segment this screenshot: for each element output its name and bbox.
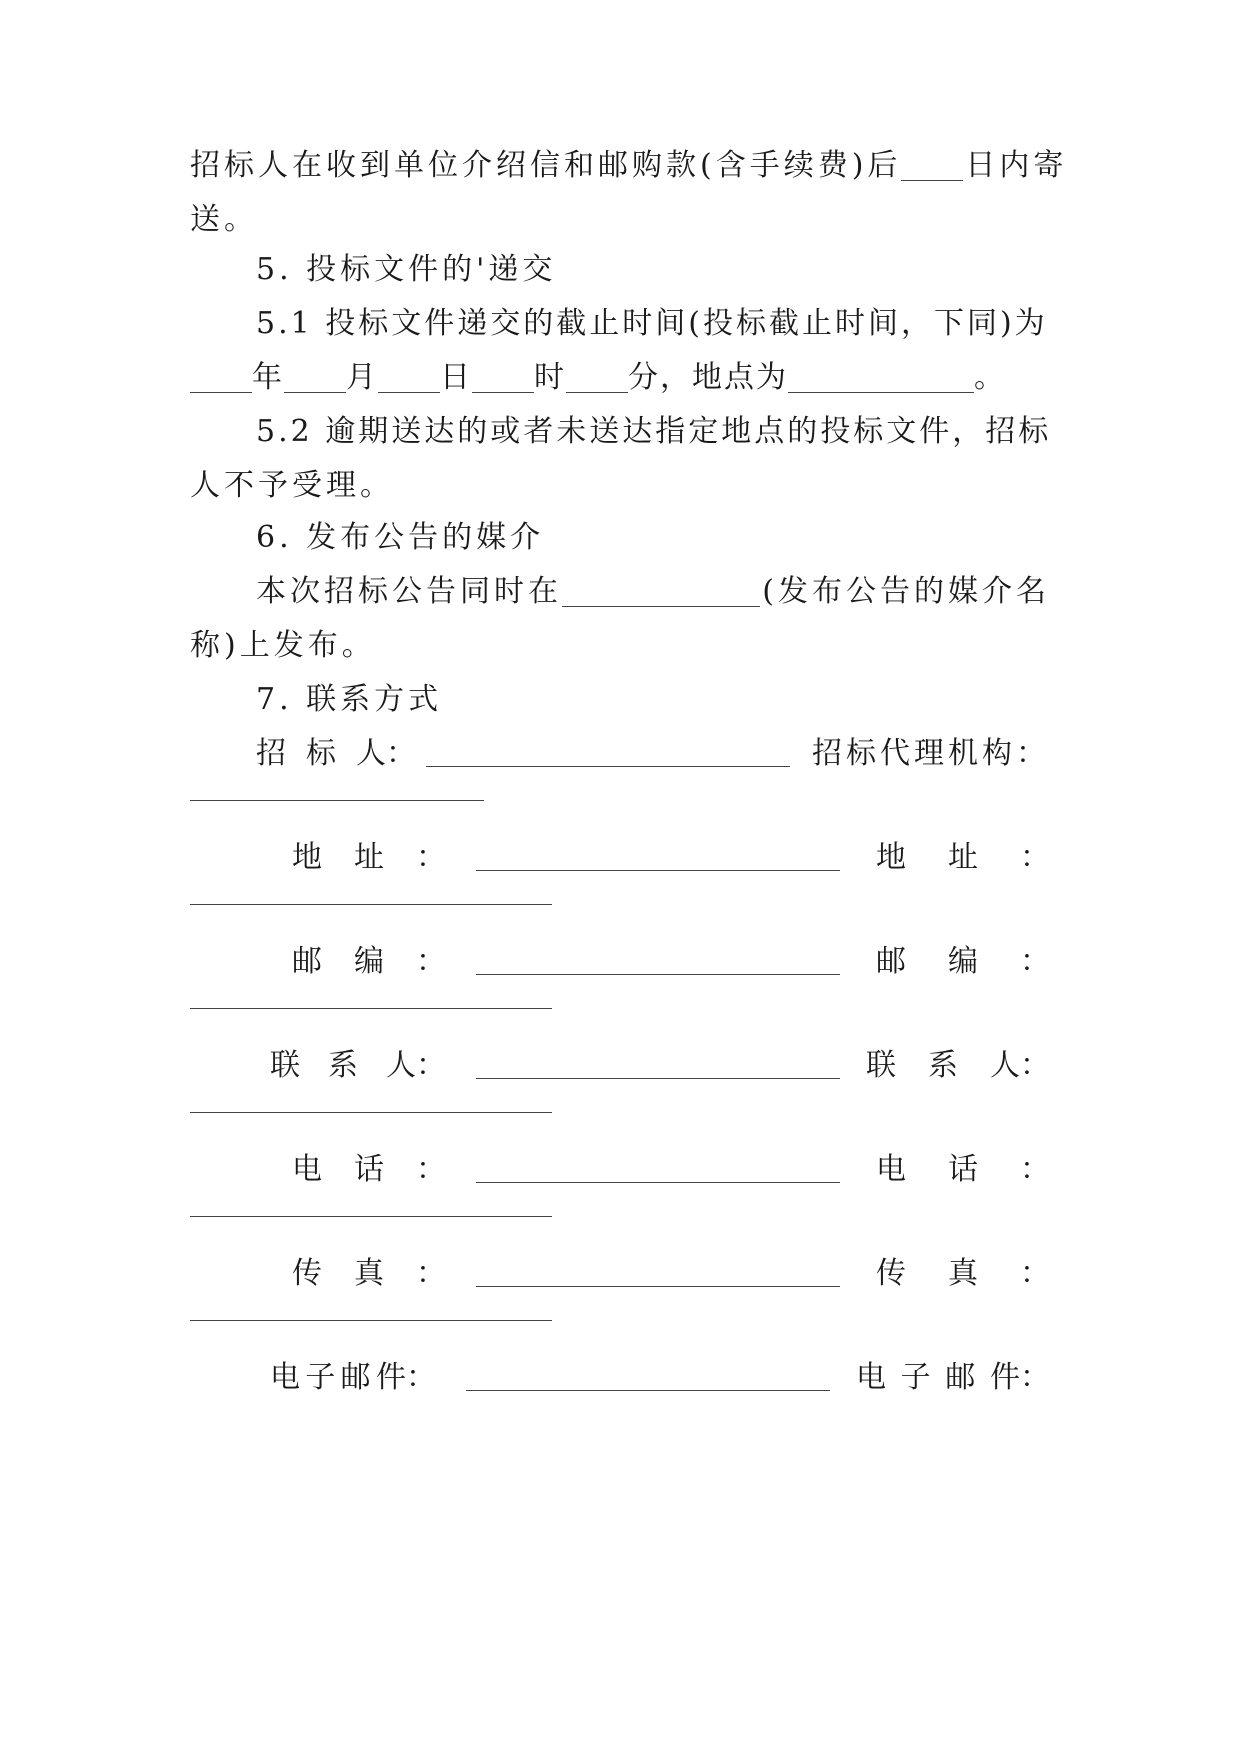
text-span: 日内寄 — [965, 148, 1068, 183]
date-fill-line — [190, 358, 1050, 398]
fill-blank — [190, 364, 252, 393]
contact-row-tenderer — [190, 734, 1050, 774]
fax-blank — [476, 1260, 840, 1287]
text-line: 5.1 投标文件递交的截止时间(投标截止时间，下同)为 — [256, 306, 1048, 341]
contact-row-address — [190, 838, 1050, 878]
phone-blank-right — [190, 1192, 552, 1217]
phone-label-left: 电 话 ： — [292, 1152, 446, 1187]
fill-blank — [562, 578, 760, 607]
agency-blank — [190, 776, 484, 801]
email-blank — [466, 1364, 830, 1391]
address-blank — [476, 844, 840, 871]
text-line — [190, 146, 1068, 186]
text-span: 分，地点为 — [628, 360, 788, 395]
fill-blank — [788, 364, 974, 393]
contact-row-fax — [190, 1254, 1050, 1294]
postcode-blank — [476, 948, 840, 975]
text-span: (发布公告的媒介名 — [762, 574, 1050, 609]
text-span: 本次招标公告同时在 — [256, 574, 562, 609]
fill-blank — [472, 364, 534, 393]
phone-label-right: 电 话 ： — [876, 1152, 1050, 1187]
contact-row-person — [190, 1046, 1050, 1086]
postcode-blank-right — [190, 984, 552, 1009]
fax-label-right: 传 真 ： — [876, 1256, 1050, 1291]
person-blank-right — [190, 1088, 552, 1113]
fill-blank — [378, 364, 440, 393]
text-line: 称)上发布。 — [190, 628, 376, 663]
text-span: 日 — [440, 360, 472, 395]
text-span: 。 — [974, 360, 1006, 395]
text-span: 招标人在收到单位介绍信和邮购款(含手续费)后 — [190, 148, 902, 183]
text-span: 月 — [346, 360, 378, 395]
text-line: 人不予受理。 — [190, 468, 394, 503]
address-blank-right — [190, 880, 552, 905]
contact-row-email — [190, 1358, 1050, 1398]
text-span: 时 — [534, 360, 566, 395]
section-heading: 6. 发布公告的媒介 — [256, 520, 545, 555]
postcode-label-left: 邮 编 ： — [292, 944, 446, 979]
person-label-right: 联 系 人： — [866, 1048, 1050, 1083]
email-label-left: 电 子 邮 件： — [270, 1360, 436, 1395]
fax-blank-right — [190, 1296, 552, 1321]
person-label-left: 联 系 人： — [270, 1048, 446, 1083]
email-label-right: 电 子 邮 件： — [856, 1360, 1050, 1395]
contact-row-phone — [190, 1150, 1050, 1190]
phone-blank — [476, 1156, 840, 1183]
section-heading: 7. 联系方式 — [256, 682, 443, 717]
postcode-label-right: 邮 编 ： — [876, 944, 1050, 979]
person-blank — [476, 1052, 840, 1079]
text-line: 5.2 逾期送达的或者未送达指定地点的投标文件，招标 — [256, 414, 1052, 449]
fax-label-left: 传 真 ： — [292, 1256, 446, 1291]
address-label-right: 地 址 ： — [876, 840, 1050, 875]
text-line: 送。 — [190, 202, 258, 237]
agency-label: 招标代理机构： — [812, 736, 1050, 771]
tenderer-label: 招 标 人： — [256, 736, 416, 771]
fill-blank — [566, 364, 628, 393]
tenderer-blank — [426, 740, 790, 767]
address-label-left: 地 址 ： — [292, 840, 446, 875]
fill-blank — [901, 152, 963, 181]
fill-blank — [284, 364, 346, 393]
contact-row-postcode — [190, 942, 1050, 982]
text-line — [256, 572, 1050, 612]
text-span: 年 — [252, 360, 284, 395]
section-heading: 5. 投标文件的'递交 — [256, 252, 557, 287]
